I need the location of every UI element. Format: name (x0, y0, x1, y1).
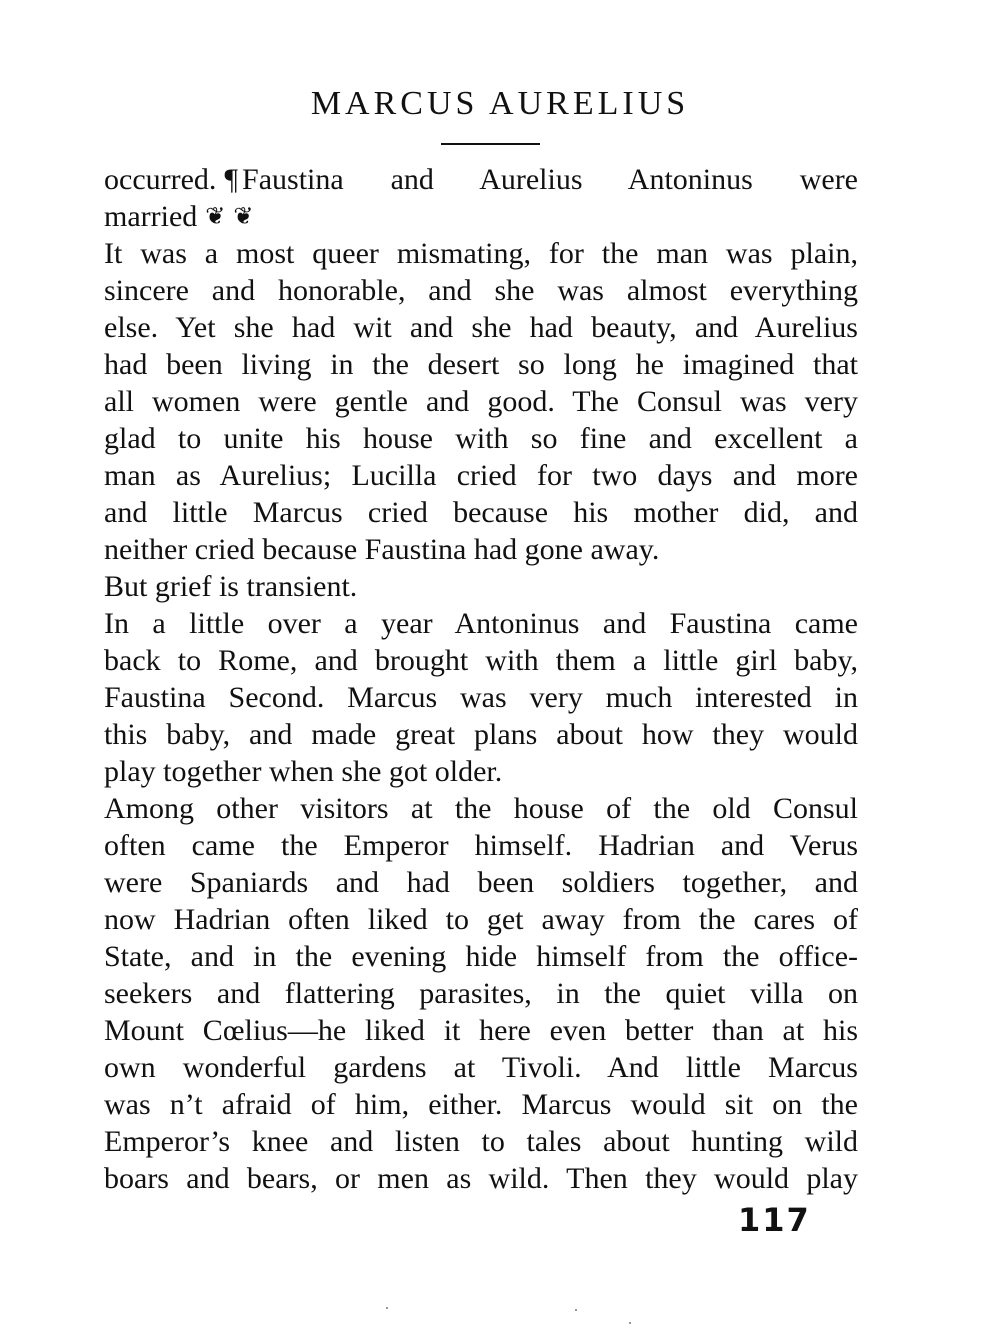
text-line: were Spaniards and had been soldiers together, and (104, 866, 858, 899)
text-line: back to Rome, and brought with them a little girl baby, (104, 644, 858, 677)
text-line: But grief is transient. (104, 570, 358, 603)
text-line: boars and bears, or men as wild. Then they would play (104, 1162, 858, 1195)
text-line-1-start: occurred. (104, 163, 217, 196)
text-line: often came the Emperor himself. Hadrian and Verus (104, 829, 858, 862)
fleuron-ornament-1-icon: ❦ (205, 204, 226, 230)
text-line: and little Marcus cried because his mother did, and (104, 496, 858, 529)
text-line: was n’t afraid of him, either. Marcus would sit on the (104, 1088, 858, 1121)
scan-speck (629, 1322, 631, 1324)
body-text (104, 161, 858, 1197)
text-line: Emperor’s knee and listen to tales about hunting wild (104, 1125, 858, 1158)
text-line-1-rest: Faustina and Aurelius Antoninus were (242, 163, 858, 196)
text-line: Mount Cœlius—he liked it here even better than at his (104, 1014, 858, 1047)
text-line: all women were gentle and good. The Consul was very (104, 385, 858, 418)
text-line: State, and in the evening hide himself from the office- (104, 940, 858, 973)
text-line: now Hadrian often liked to get away from the cares of (104, 903, 858, 936)
scan-speck (386, 1307, 388, 1309)
text-line: this baby, and made great plans about how they would (104, 718, 858, 751)
text-line: neither cried because Faustina had gone away. (104, 533, 660, 566)
text-line: own wonderful gardens at Tivoli. And little Marcus (104, 1051, 858, 1084)
page-number: 117 (738, 1201, 811, 1239)
scan-speck (575, 1309, 577, 1311)
text-line-2-text: married (104, 200, 198, 233)
running-head-title: MARCUS AURELIUS (310, 85, 690, 122)
fleuron-ornament-2-icon: ❦ (233, 204, 254, 230)
text-line-2 (104, 198, 858, 235)
text-line: else. Yet she had wit and she had beauty, and Aurelius (104, 311, 858, 344)
text-line: Faustina Second. Marcus was very much interested in (104, 681, 858, 714)
text-line: sincere and honorable, and she was almost everything (104, 274, 858, 307)
text-line: glad to unite his house with so fine and excellent a (104, 422, 858, 455)
text-line: It was a most queer mismating, for the man was plain, (104, 237, 858, 270)
text-line: man as Aurelius; Lucilla cried for two days and more (104, 459, 858, 492)
text-line: play together when she got older. (104, 755, 503, 788)
text-line: had been living in the desert so long he imagined that (104, 348, 858, 381)
text-line-1 (104, 161, 858, 198)
text-line: Among other visitors at the house of the old Consul (104, 792, 858, 825)
text-line: seekers and flattering parasites, in the quiet villa on (104, 977, 858, 1010)
text-line: In a little over a year Antoninus and Faustina came (104, 607, 858, 640)
header-rule (441, 143, 540, 145)
pilcrow-mark: ¶ (224, 163, 239, 196)
